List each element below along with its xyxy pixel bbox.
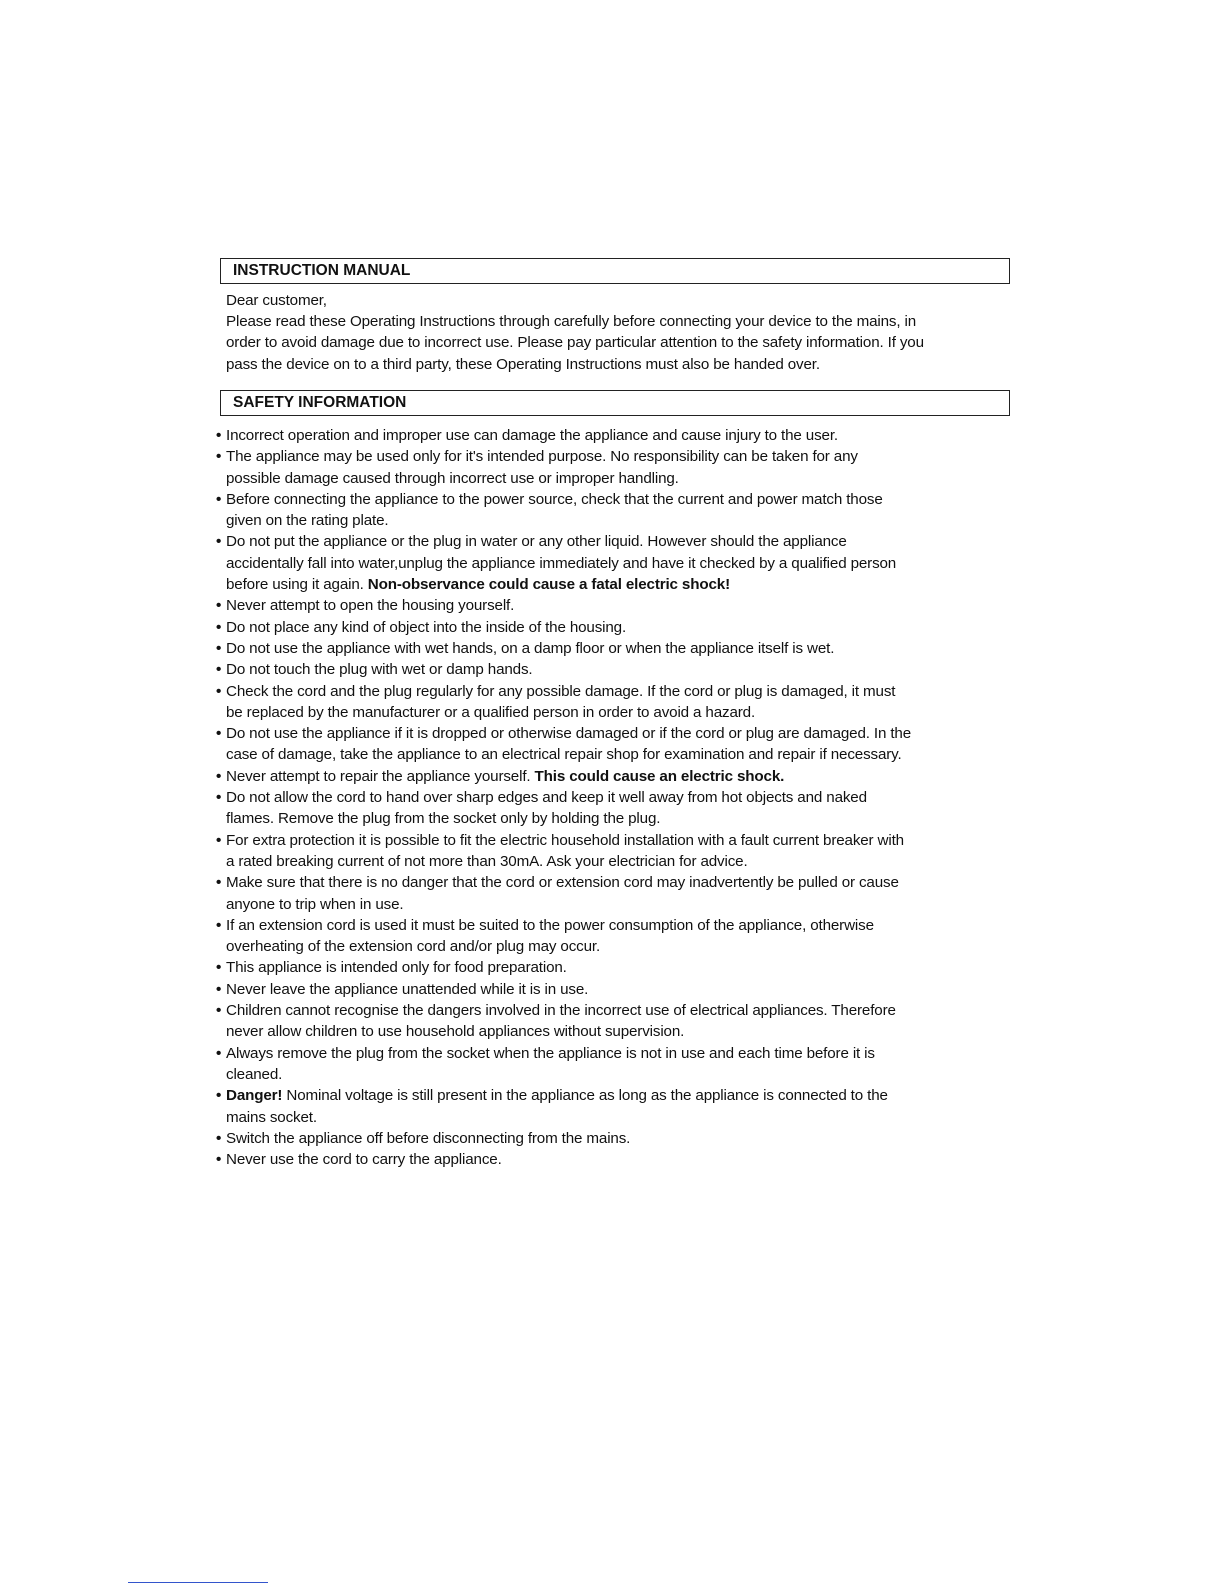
bullet-icon: • [216,789,222,807]
bullet-icon: • [216,1087,222,1105]
safety-bullet-item [216,787,1016,830]
bullet-icon: • [216,767,222,785]
greeting: Dear customer, [226,292,327,309]
safety-bullet-item [216,766,1016,787]
bullet-icon: • [216,874,222,892]
safety-bullet-item [216,830,1016,873]
bullet-line [226,468,1016,489]
bullet-text: cleaned. [226,1065,283,1083]
bullet-line [226,702,1016,723]
bullet-line [226,489,1016,510]
bullet-icon: • [216,427,222,444]
bullet-line [226,553,1016,574]
bullet-text: overheating of the extension cord and/or plug may occur. [226,938,601,956]
bullet-text: mains socket. [226,1108,317,1126]
bullet-text: For extra protection it is possible to fit the electric household installation with a fault current breaker with [226,831,904,849]
safety-bullet-item [216,1128,1016,1149]
safety-bullet-item [216,979,1016,1000]
bullet-line [226,1000,1016,1021]
safety-bullet-item [216,531,1016,595]
safety-bullet-item [216,872,1016,915]
safety-bullet-item [216,446,1016,489]
bullet-text: Check the cord and the plug regularly for any possible damage. If the cord or plug is damaged, it must [226,682,896,700]
bullet-line [226,425,1016,446]
bullet-text: possible damage caused through incorrect use or improper handling. [226,469,679,487]
safety-bullet-list [216,425,1016,1170]
safety-bullet-item [216,1000,1016,1043]
bullet-bold-warning: This could cause an electric shock. [534,767,785,785]
safety-bullet-item [216,617,1016,638]
bullet-text: Nominal voltage is still present in the appliance as long as the appliance is connected to the [282,1087,888,1105]
bullet-line [226,808,1016,829]
bullet-bold-head: Danger! [226,1087,283,1105]
bullet-line [226,1085,1016,1106]
bullet-icon: • [216,597,222,615]
bullet-bold-warning: Non-observance could cause a fatal electric shock! [367,576,730,594]
bullet-icon: • [216,1044,222,1062]
bullet-text: This appliance is intended only for food preparation. [226,959,567,977]
bullet-text: Do not use the appliance if it is dropped or otherwise damaged or if the cord or plug are damaged. In the [226,725,911,743]
bullet-line [226,830,1016,851]
bullet-text: Children cannot recognise the dangers involved in the incorrect use of electrical appliances. Therefore [226,1002,896,1020]
safety-bullet-item [216,1043,1016,1086]
bullet-icon: • [216,682,222,700]
bullet-text: case of damage, take the appliance to an electrical repair shop for examination and repair if necessary. [226,746,902,764]
bullet-icon: • [216,490,222,508]
bullet-text: Never attempt to open the housing yourself. [226,597,515,615]
safety-bullet-item [216,957,1016,978]
bullet-text: Do not use the appliance with wet hands, on a damp floor or when the appliance itself is wet. [226,639,835,657]
bullet-line [226,681,1016,702]
bullet-line [226,723,1016,744]
bullet-line [226,936,1016,957]
bullet-text: before using it again. [226,576,368,594]
safety-bullet-item [216,659,1016,680]
safety-bullet-item [216,1149,1016,1170]
bullet-text: Never attempt to repair the appliance yourself. [226,767,535,785]
bullet-line [226,744,1016,765]
bullet-text: Do not put the appliance or the plug in water or any other liquid. However should the appliance [226,533,847,551]
bullet-icon: • [216,959,222,977]
bullet-icon: • [216,725,222,743]
safety-bullet-item [216,595,1016,616]
bullet-line [226,1021,1016,1042]
safety-bullet-item [216,723,1016,766]
bullet-line [226,787,1016,808]
bullet-icon: • [216,448,222,466]
bullet-icon: • [216,618,222,636]
bullet-line [226,979,1016,1000]
bullet-line [226,1128,1016,1149]
bullet-icon: • [216,639,222,657]
intro-line: pass the device on to a third party, these Operating Instructions must also be handed over. [226,355,820,373]
bullet-icon: • [216,980,222,998]
bullet-text: a rated breaking current of not more than 30mA. Ask your electrician for advice. [226,852,748,870]
bullet-text: Always remove the plug from the socket when the appliance is not in use and each time before it is [226,1044,875,1062]
bullet-line [226,915,1016,936]
bullet-line [226,510,1016,531]
intro-text [226,290,1026,375]
bullet-line [226,595,1016,616]
safety-bullet-item [216,489,1016,532]
bullet-icon: • [216,1002,222,1020]
bullet-icon: • [216,831,222,849]
bullet-text: be replaced by the manufacturer or a qualified person in order to avoid a hazard. [226,703,756,721]
safety-bullet-item [216,915,1016,958]
bullet-line [226,1043,1016,1064]
bullet-line [226,659,1016,680]
bullet-icon: • [216,533,222,551]
instruction-manual-heading: INSTRUCTION MANUAL [220,258,1010,284]
bullet-text: anyone to trip when in use. [226,895,404,913]
bullet-icon: • [216,1151,222,1169]
bullet-text: Never use the cord to carry the appliance. [226,1151,502,1169]
bullet-text: given on the rating plate. [226,512,389,530]
bullet-icon: • [216,916,222,934]
safety-bullet-item [216,1085,1016,1128]
bullet-text: Incorrect operation and improper use can damage the appliance and cause injury to the user. [226,427,838,444]
bullet-line [226,894,1016,915]
safety-bullet-item [216,638,1016,659]
bullet-line [226,872,1016,893]
bullet-line [226,1064,1016,1085]
bullet-text: flames. Remove the plug from the socket only by holding the plug. [226,810,661,828]
bullet-text: Do not allow the cord to hand over sharp edges and keep it well away from hot objects and naked [226,789,867,807]
bullet-text: Do not touch the plug with wet or damp hands. [226,661,533,679]
footer-link-underline [128,1582,268,1583]
bullet-line [226,766,1016,787]
bullet-text: Make sure that there is no danger that the cord or extension cord may inadvertently be pulled or cause [226,874,899,892]
bullet-line [226,1107,1016,1128]
bullet-text: Before connecting the appliance to the power source, check that the current and power match those [226,490,883,508]
intro-line: Please read these Operating Instructions through carefully before connecting your device to the mains, in [226,313,917,331]
bullet-line [226,851,1016,872]
bullet-text: Never leave the appliance unattended while it is in use. [226,980,589,998]
safety-information-heading: SAFETY INFORMATION [220,390,1010,416]
bullet-text: accidentally fall into water,unplug the appliance immediately and have it checked by a qualified person [226,554,897,572]
bullet-line [226,1149,1016,1170]
bullet-text: Switch the appliance off before disconnecting from the mains. [226,1129,631,1147]
safety-bullet-item [216,425,1016,446]
bullet-text: The appliance may be used only for it's intended purpose. No responsibility can be taken for any [226,448,858,466]
bullet-icon: • [216,1129,222,1147]
bullet-text: Do not place any kind of object into the inside of the housing. [226,618,627,636]
bullet-text: If an extension cord is used it must be suited to the power consumption of the appliance, otherwise [226,916,874,934]
bullet-line [226,638,1016,659]
bullet-line [226,617,1016,638]
bullet-line [226,957,1016,978]
bullet-icon: • [216,661,222,679]
bullet-text: never allow children to use household appliances without supervision. [226,1023,685,1041]
bullet-line [226,446,1016,467]
bullet-line [226,574,1016,595]
bullet-line [226,531,1016,552]
intro-line: order to avoid damage due to incorrect use. Please pay particular attention to the safety information. If you [226,334,924,352]
safety-bullet-item [216,681,1016,724]
